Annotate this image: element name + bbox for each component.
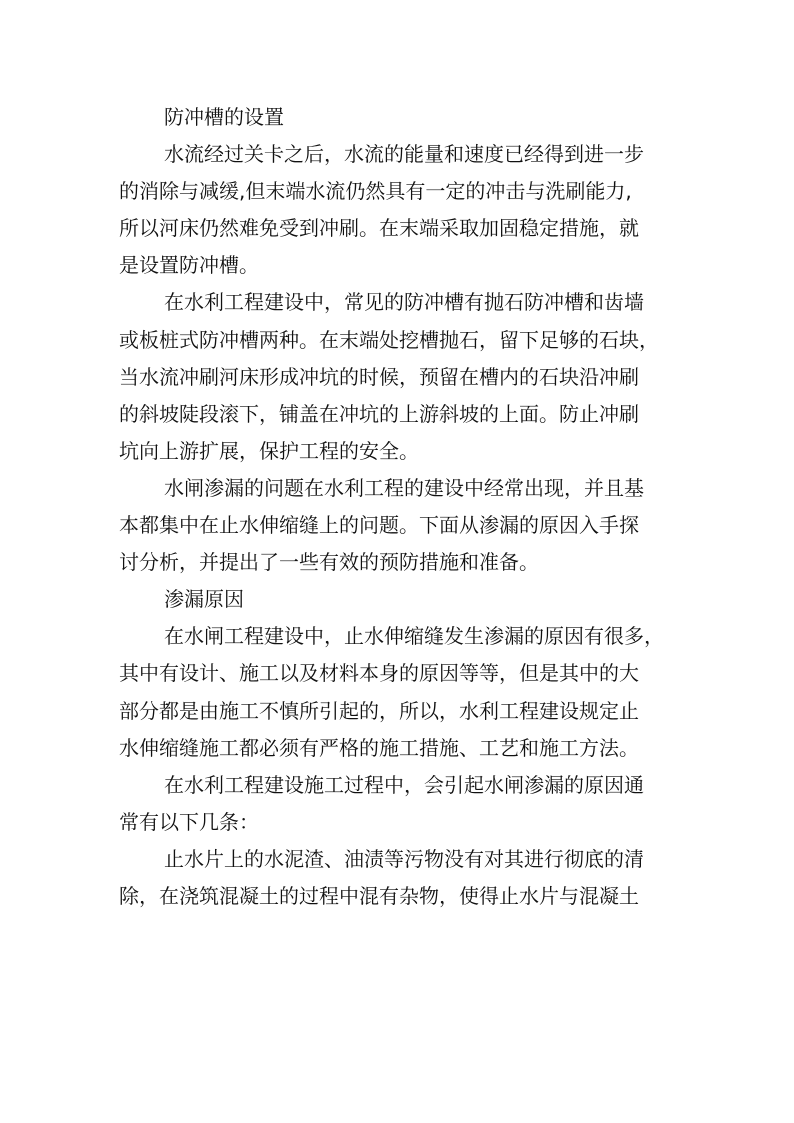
text-line: 当水流冲刷河床形成冲坑的时候，预留在槽内的石块沿冲刷 bbox=[119, 364, 639, 389]
text-line: 防冲槽的设置 bbox=[164, 105, 284, 129]
text-line: 部分都是由施工不慎所引起的，所以，水利工程建设规定止 bbox=[119, 698, 639, 723]
text-line: 其中有设计、施工以及材料本身的原因等等，但是其中的大 bbox=[119, 661, 639, 686]
text-line: 在水闸工程建设中，止水伸缩缝发生渗漏的原因有很多， bbox=[164, 624, 664, 649]
text-line: 的消除与减缓,但末端水流仍然具有一定的冲击与洗刷能力, bbox=[119, 179, 632, 204]
document-body bbox=[119, 102, 699, 918]
text-line: 在水利工程建设施工过程中，会引起水闸渗漏的原因通 bbox=[164, 772, 644, 797]
text-line: 是设置防冲槽。 bbox=[119, 253, 259, 278]
text-line: 水伸缩缝施工都必须有严格的施工措施、工艺和施工方法。 bbox=[119, 735, 639, 760]
text-line: 除，在浇筑混凝土的过程中混有杂物，使得止水片与混凝土 bbox=[119, 883, 639, 908]
text-line: 的斜坡陡段滚下，铺盖在冲坑的上游斜坡的上面。防止冲刷 bbox=[119, 401, 639, 426]
text-line: 止水片上的水泥渣、油渍等污物没有对其进行彻底的清 bbox=[164, 846, 644, 871]
text-line: 本都集中在止水伸缩缝上的问题。下面从渗漏的原因入手探 bbox=[119, 513, 639, 538]
text-line: 在水利工程建设中，常见的防冲槽有抛石防冲槽和齿墙 bbox=[164, 290, 644, 315]
text-line: 所以河床仍然难免受到冲刷。在末端采取加固稳定措施，就 bbox=[119, 216, 639, 241]
text-line: 坑向上游扩展，保护工程的安全。 bbox=[119, 438, 419, 463]
text-line: 水闸渗漏的问题在水利工程的建设中经常出现，并且基 bbox=[164, 475, 644, 500]
text-line: 讨分析，并提出了一些有效的预防措施和准备。 bbox=[119, 550, 539, 575]
text-line: 或板桩式防冲槽两种。在末端处挖槽抛石，留下足够的石块， bbox=[119, 327, 659, 352]
text-line: 常有以下几条： bbox=[119, 809, 259, 834]
text-line: 渗漏原因 bbox=[164, 587, 244, 612]
text-line: 水流经过关卡之后，水流的能量和速度已经得到进一步 bbox=[164, 142, 644, 167]
